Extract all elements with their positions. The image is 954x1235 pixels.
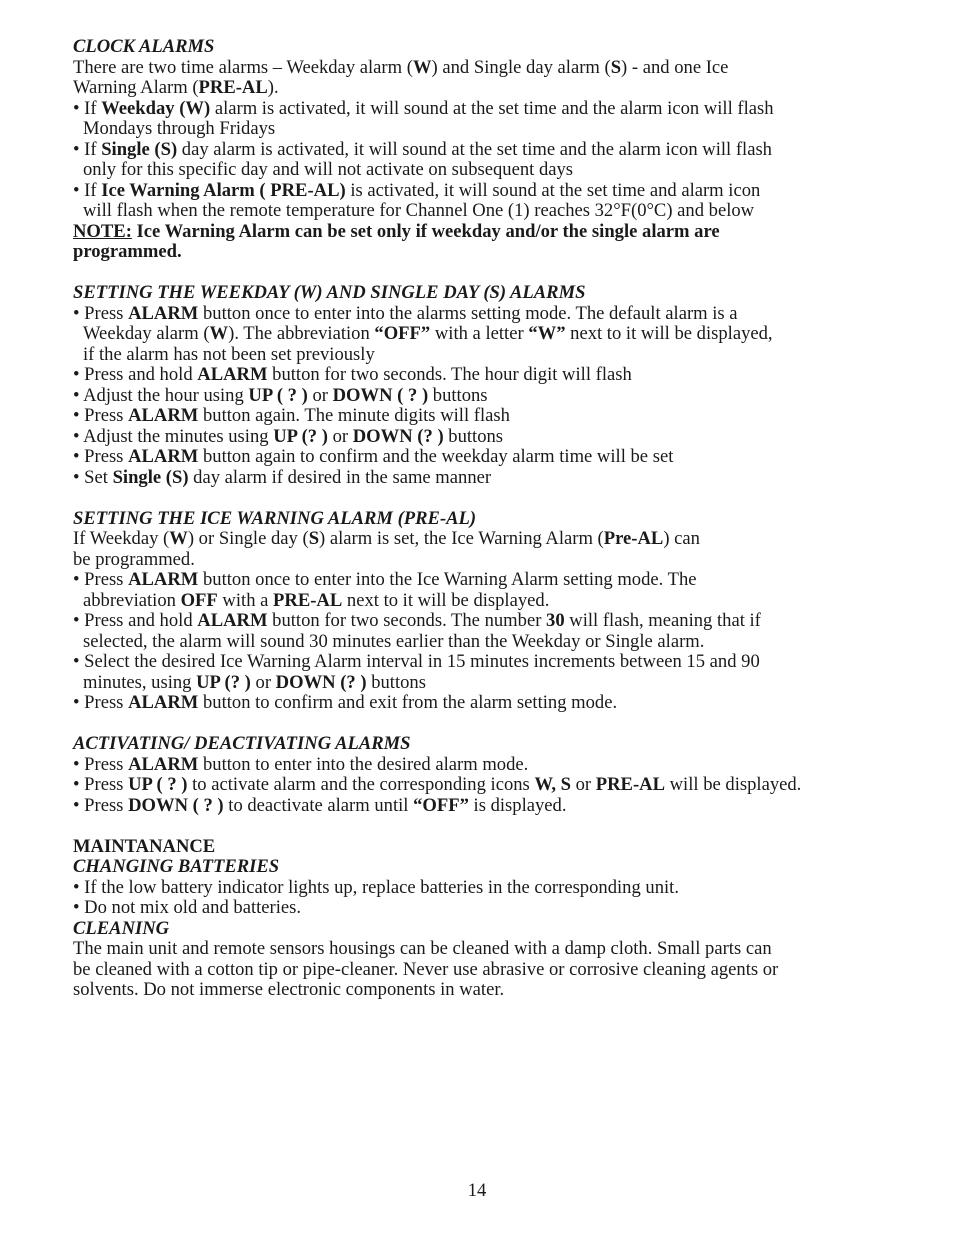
manual-page: [73, 37, 933, 1001]
heading-setting-weekday-single: SETTING THE WEEKDAY (W) AND SINGLE DAY (S) ALARMS: [73, 282, 586, 303]
ice-step3: • Select the desired Ice Warning Alarm interval in 15 minutes increments between 15 and 90: [73, 651, 760, 672]
activating-step1: • Press ALARM button to enter into the desired alarm mode.: [73, 753, 529, 775]
activating-step3: • Press DOWN ( ? ) to deactivate alarm until “OFF” is displayed.: [73, 794, 567, 816]
bullet-single: • If Single (S) day alarm is activated, it will sound at the set time and the alarm icon will flash: [73, 138, 772, 160]
weekday-step6: • Press ALARM button again to confirm and the weekday alarm time will be set: [73, 446, 674, 467]
heading-setting-ice-warning: SETTING THE ICE WARNING ALARM (PRE-AL): [73, 507, 477, 529]
bullet-single-cont: only for this specific day and will not activate on subsequent days: [83, 159, 574, 180]
batteries-bullet2: • Do not mix old and batteries.: [73, 897, 302, 918]
weekday-step2: • Press and hold ALARM button for two seconds. The hour digit will flash: [73, 364, 632, 385]
cleaning-line2: be cleaned with a cotton tip or pipe-cleaner. Never use abrasive or corrosive cleaning agents or: [73, 958, 779, 980]
clock-alarms-intro-line1: There are two time alarms – Weekday alarm (W) and Single day alarm (S) - and one Ice: [73, 56, 729, 78]
note-label: NOTE:: [73, 220, 132, 242]
weekday-step1: • Press ALARM button once to enter into the alarms setting mode. The default alarm is a: [73, 302, 738, 324]
note-line1: NOTE: Ice Warning Alarm can be set only if weekday and/or the single alarm are: [73, 220, 720, 242]
note-line2: programmed.: [73, 241, 182, 262]
weekday-step5: • Adjust the minutes using UP (? ) or DOWN (? ) buttons: [73, 425, 504, 447]
heading-maintenance: MAINTANANCE: [73, 835, 216, 857]
bullet-weekday: • If Weekday (W) alarm is activated, it will sound at the set time and the alarm icon will flash: [73, 97, 774, 119]
weekday-step1-cont2: if the alarm has not been set previously: [83, 343, 375, 365]
bullet-weekday-cont: Mondays through Fridays: [83, 118, 276, 139]
activating-step2: • Press UP ( ? ) to activate alarm and the corresponding icons W, S or PRE-AL will be displayed.: [73, 774, 802, 795]
bullet-ice-warning: • If Ice Warning Alarm ( PRE-AL) is activated, it will sound at the set time and alarm icon: [73, 179, 761, 201]
ice-step3-cont: minutes, using UP (? ) or DOWN (? ) buttons: [83, 671, 426, 693]
ice-intro-line2: be programmed.: [73, 548, 195, 570]
heading-changing-batteries: CHANGING BATTERIES: [73, 856, 280, 877]
weekday-step1-cont: Weekday alarm (W). The abbreviation “OFF” with a letter “W” next to it will be displayed,: [83, 323, 773, 344]
heading-clock-alarms: CLOCK ALARMS: [73, 36, 215, 57]
heading-activating-alarms: ACTIVATING/ DEACTIVATING ALARMS: [73, 733, 411, 754]
weekday-step3: • Adjust the hour using UP ( ? ) or DOWN ( ? ) buttons: [73, 384, 488, 406]
clock-alarms-intro-line2: Warning Alarm (PRE-AL).: [73, 77, 279, 98]
heading-cleaning: CLEANING: [73, 917, 170, 939]
page-number: 14: [467, 1180, 487, 1201]
cleaning-line1: The main unit and remote sensors housings can be cleaned with a damp cloth. Small parts can: [73, 938, 772, 959]
ice-step1-cont: abbreviation OFF with a PRE-AL next to it will be displayed.: [83, 589, 550, 611]
ice-intro-line1: If Weekday (W) or Single day (S) alarm is set, the Ice Warning Alarm (Pre-AL) can: [73, 528, 700, 549]
ice-step4: • Press ALARM button to confirm and exit from the alarm setting mode.: [73, 692, 618, 713]
cleaning-line3: solvents. Do not immerse electronic components in water.: [73, 979, 505, 1000]
ice-step2-cont: selected, the alarm will sound 30 minutes earlier than the Weekday or Single alarm.: [83, 630, 705, 652]
ice-step1: • Press ALARM button once to enter into the Ice Warning Alarm setting mode. The: [73, 569, 697, 590]
bullet-ice-warning-cont: will flash when the remote temperature for Channel One (1) reaches 32°F(0°C) and below: [83, 200, 755, 221]
weekday-step7: • Set Single (S) day alarm if desired in the same manner: [73, 466, 492, 488]
batteries-bullet1: • If the low battery indicator lights up, replace batteries in the corresponding unit.: [73, 876, 679, 898]
weekday-step4: • Press ALARM button again. The minute digits will flash: [73, 405, 510, 426]
ice-step2: • Press and hold ALARM button for two seconds. The number 30 will flash, meaning that if: [73, 610, 761, 631]
